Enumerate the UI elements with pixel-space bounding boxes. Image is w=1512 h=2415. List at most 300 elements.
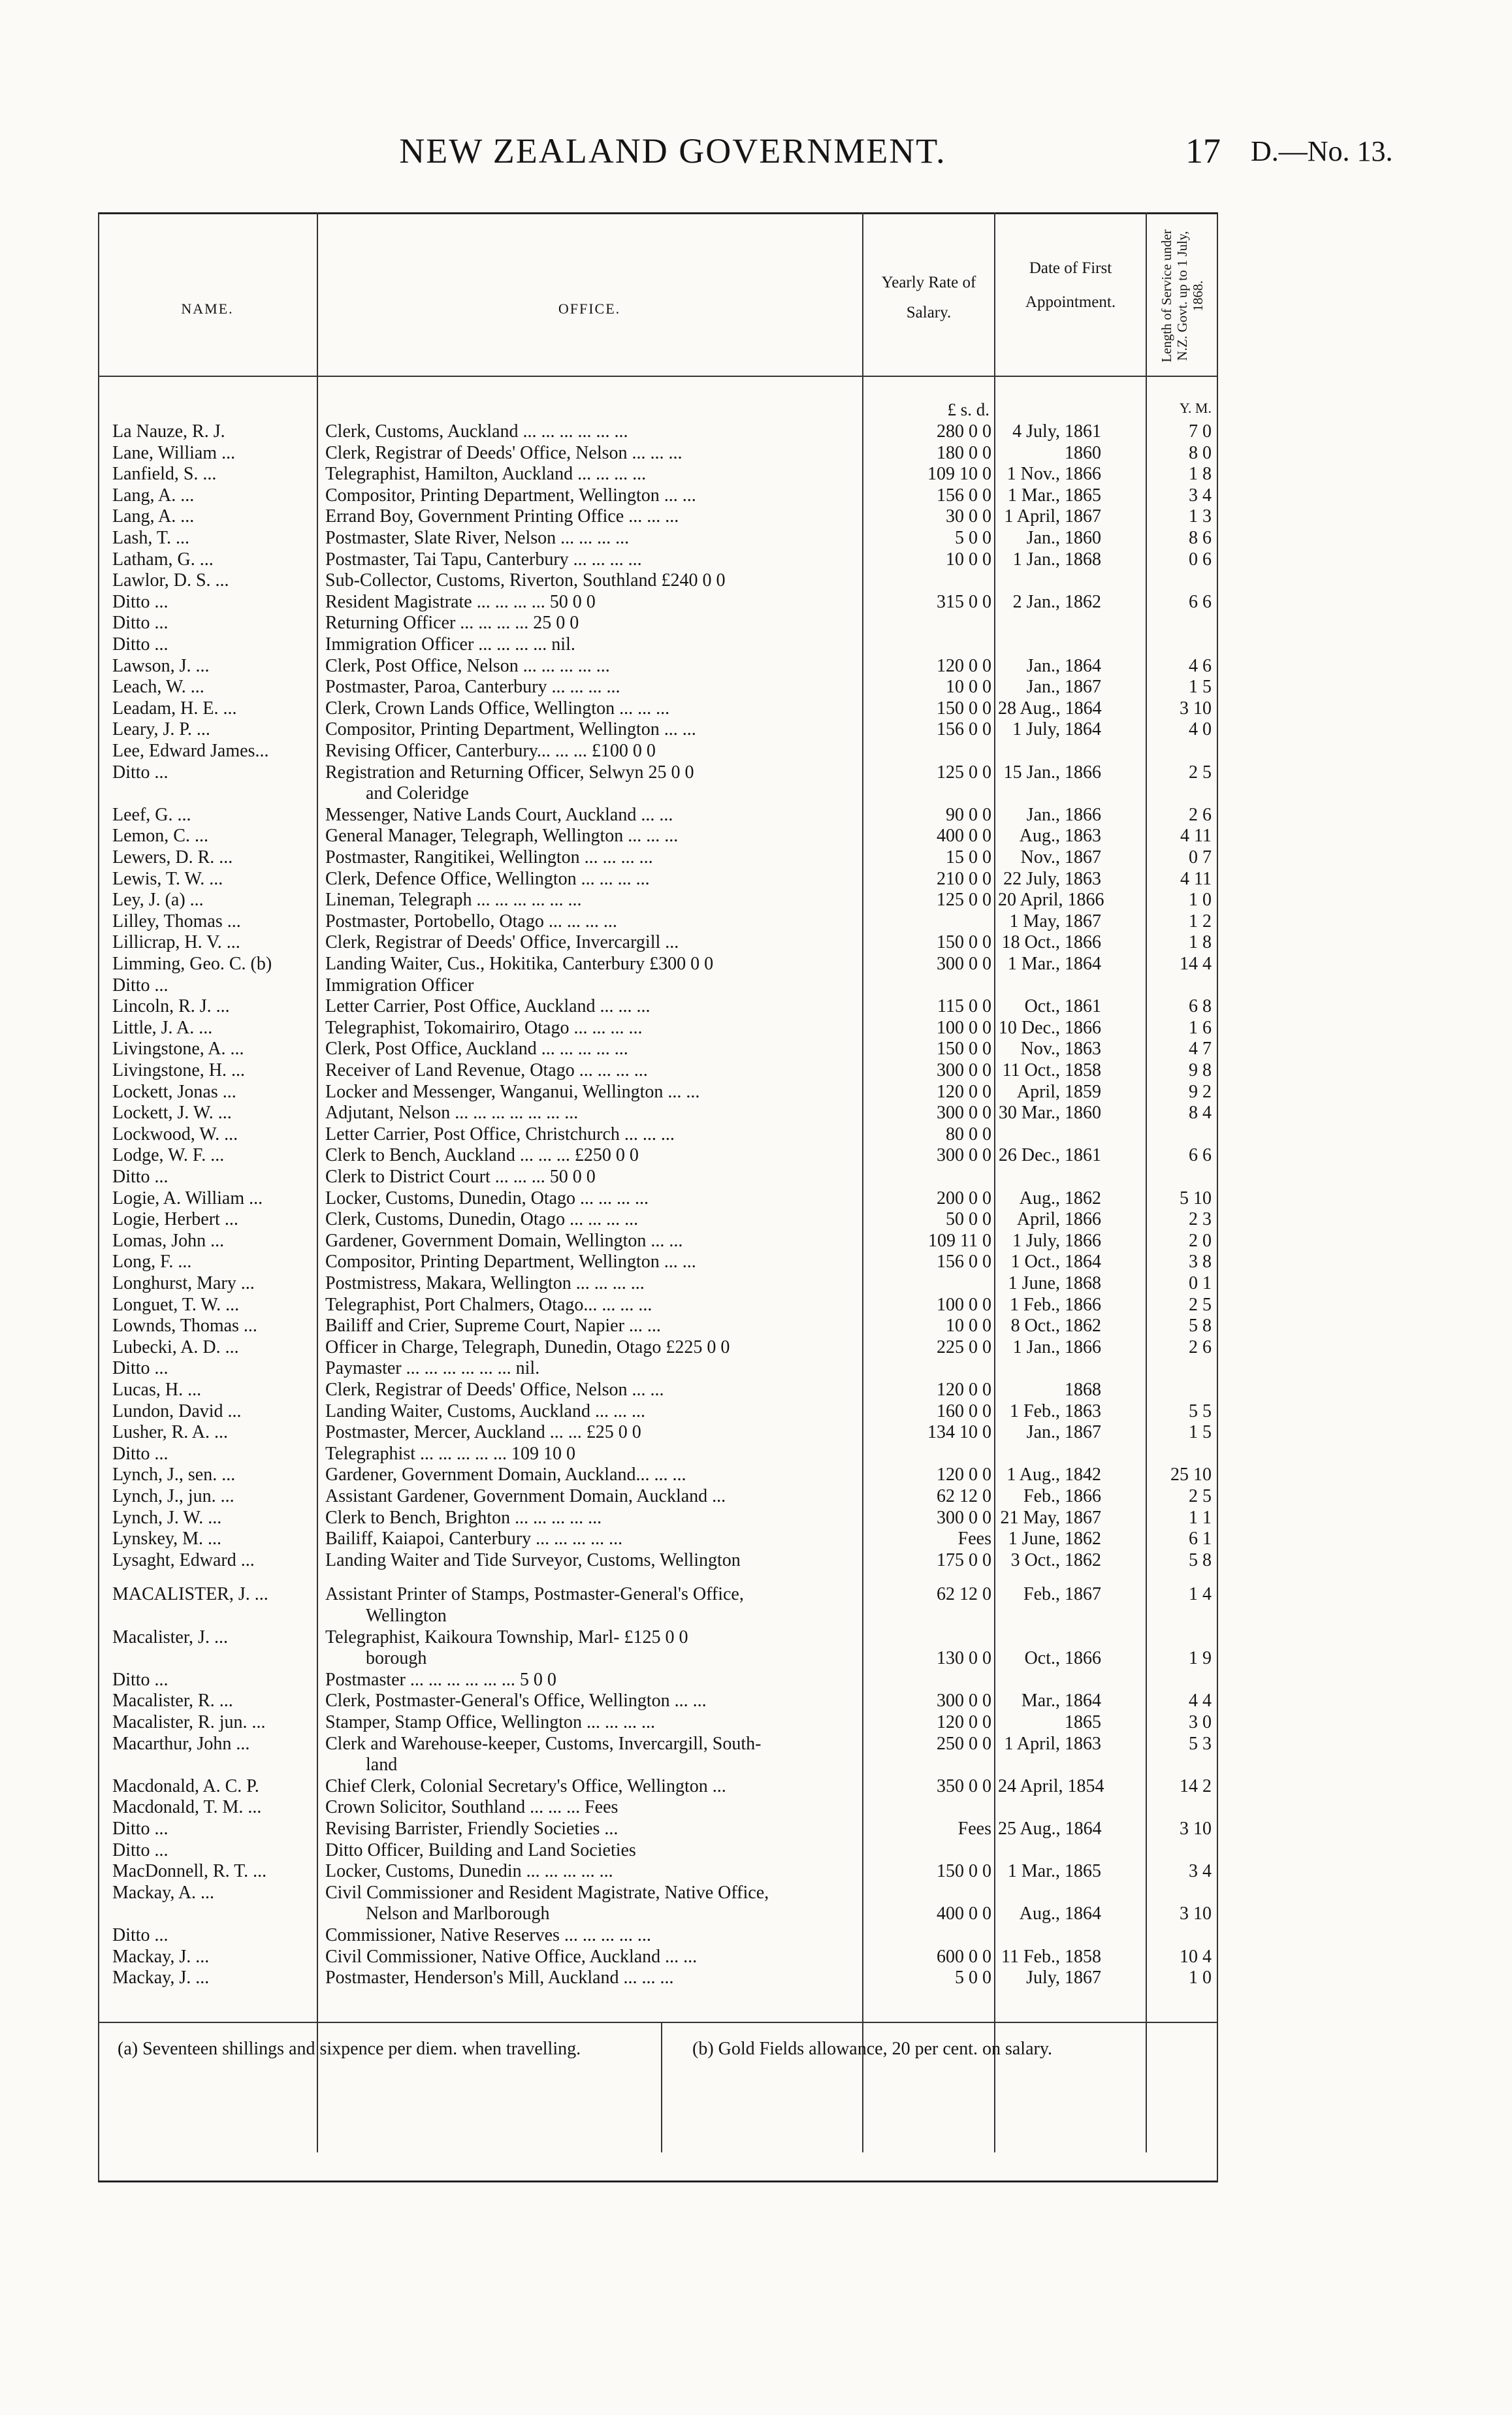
- row-salary: Fees: [957, 1529, 991, 1549]
- row-name: Ditto ...: [112, 634, 169, 655]
- row-salary: 62 12 0: [937, 1584, 991, 1605]
- row-date: Jan., 1866: [1026, 804, 1101, 825]
- row-salary: 115 0 0: [937, 996, 991, 1017]
- row-name: Limming, Geo. C. (b): [112, 954, 272, 974]
- row-office: land: [366, 1755, 398, 1775]
- row-name: Macdonald, A. C. P.: [112, 1775, 259, 1796]
- row-length: 3 4: [1189, 485, 1212, 506]
- row-length: 5 10: [1180, 1188, 1212, 1208]
- row-name: Lusher, R. A. ...: [112, 1422, 228, 1443]
- row-salary: 109 11 0: [928, 1230, 991, 1251]
- row-date: July, 1867: [1026, 1968, 1101, 1988]
- row-office: Lineman, Telegraph ... ... ... ... ... ...: [325, 890, 582, 911]
- row-salary: 150 0 0: [937, 1039, 991, 1060]
- page-header: [0, 131, 1512, 183]
- row-name: Logie, A. William ...: [112, 1188, 263, 1208]
- row-date: 11 Feb., 1858: [1001, 1946, 1101, 1967]
- row-office: Chief Clerk, Colonial Secretary's Office, Wellington ...: [325, 1775, 726, 1796]
- row-date: 1 Mar., 1865: [1007, 1861, 1101, 1882]
- row-length: 2 0: [1189, 1230, 1212, 1251]
- row-office: Landing Waiter and Tide Surveyor, Customs, Wellington: [325, 1549, 741, 1570]
- row-length: 1 8: [1189, 464, 1212, 485]
- row-length: 4 4: [1189, 1691, 1212, 1711]
- row-office: Clerk, Post Office, Nelson ... ... ... ... ...: [325, 655, 610, 676]
- row-salary: 400 0 0: [937, 1904, 991, 1924]
- row-office: Postmaster, Paroa, Canterbury ... ... ... ...: [325, 677, 620, 698]
- row-salary: 350 0 0: [937, 1775, 991, 1796]
- row-name: Longuet, T. W. ...: [112, 1294, 240, 1315]
- row-name: Lucas, H. ...: [112, 1380, 202, 1400]
- row-length: 0 1: [1189, 1273, 1212, 1293]
- row-name: Lynch, J., jun. ...: [112, 1486, 234, 1506]
- row-name: Lane, William ...: [112, 442, 236, 463]
- row-salary: 315 0 0: [937, 591, 991, 612]
- row-office: Postmaster ... ... ... ... ... ... 5 0 0: [325, 1669, 556, 1690]
- row-salary: 120 0 0: [937, 1465, 991, 1485]
- row-name: Ditto ...: [112, 613, 169, 634]
- row-date: Jan., 1867: [1026, 677, 1101, 698]
- row-length: 1 4: [1189, 1584, 1212, 1605]
- row-length: 8 0: [1189, 442, 1212, 463]
- row-date: 1 Oct., 1864: [1010, 1252, 1101, 1272]
- row-length: 2 5: [1189, 1486, 1212, 1506]
- row-length: 3 10: [1180, 1904, 1212, 1924]
- row-salary: 62 12 0: [937, 1486, 991, 1506]
- row-name: Lynch, J., sen. ...: [112, 1465, 236, 1485]
- column-header-name: NAME.: [181, 300, 234, 317]
- row-length: 14 4: [1180, 954, 1212, 974]
- row-length: 5 5: [1189, 1401, 1212, 1421]
- length-units: Y. M.: [1179, 400, 1212, 416]
- row-salary: 120 0 0: [937, 1380, 991, 1400]
- row-office: Revising Officer, Canterbury... ... ... £100 0 0: [325, 741, 656, 761]
- row-length: 2 5: [1189, 762, 1212, 783]
- row-length: 1 6: [1189, 1017, 1212, 1038]
- row-date: 3 Oct., 1862: [1010, 1549, 1101, 1570]
- row-name: Macalister, R. jun. ...: [112, 1712, 266, 1732]
- row-salary: 100 0 0: [937, 1294, 991, 1315]
- row-salary: 280 0 0: [937, 421, 991, 442]
- row-salary: 120 0 0: [937, 655, 991, 676]
- row-date: 1865: [1065, 1712, 1101, 1732]
- row-date: 1860: [1065, 442, 1101, 463]
- row-date: 21 May, 1867: [1000, 1507, 1101, 1528]
- row-name: La Nauze, R. J.: [112, 421, 225, 442]
- row-date: 1 June, 1868: [1008, 1273, 1101, 1293]
- row-office: Landing Waiter, Customs, Auckland ... ... ...: [325, 1401, 645, 1421]
- row-name: Macarthur, John ...: [112, 1733, 250, 1754]
- row-date: Feb., 1866: [1023, 1486, 1101, 1506]
- row-name: Ditto ...: [112, 591, 169, 612]
- row-salary: 100 0 0: [937, 1017, 991, 1038]
- row-date: Nov., 1863: [1020, 1039, 1101, 1060]
- row-name: Long, F. ...: [112, 1252, 192, 1272]
- row-date: Jan., 1864: [1026, 655, 1101, 676]
- row-salary: 160 0 0: [937, 1401, 991, 1421]
- row-date: 1 May, 1867: [1009, 911, 1101, 932]
- row-date: 1 July, 1866: [1012, 1230, 1101, 1251]
- row-date: 1 April, 1867: [1004, 506, 1101, 527]
- row-office: Letter Carrier, Post Office, Auckland ... ... ...: [325, 996, 651, 1017]
- row-name: Ditto ...: [112, 975, 169, 996]
- row-salary: 130 0 0: [937, 1648, 991, 1669]
- row-salary: 134 10 0: [927, 1422, 991, 1443]
- row-length: 4 7: [1189, 1039, 1212, 1060]
- row-date: 25 Aug., 1864: [998, 1819, 1102, 1839]
- row-name: Ditto ...: [112, 1925, 169, 1945]
- row-name: Mackay, A. ...: [112, 1882, 215, 1903]
- row-salary: 300 0 0: [937, 1507, 991, 1528]
- row-salary: 200 0 0: [937, 1188, 991, 1208]
- row-office: Clerk, Registrar of Deeds' Office, Nelson ... ...: [325, 1380, 664, 1400]
- row-name: Livingstone, H. ...: [112, 1060, 245, 1080]
- row-office: Postmaster, Rangitikei, Wellington ... ... ... ...: [325, 847, 653, 867]
- row-office: Telegraphist ... ... ... ... ... 109 10 0: [325, 1443, 575, 1464]
- row-office: Landing Waiter, Cus., Hokitika, Canterbury £300 0 0: [325, 954, 714, 974]
- row-length: 9 2: [1189, 1081, 1212, 1102]
- row-name: Lubecki, A. D. ...: [112, 1337, 239, 1357]
- row-date: 1 Feb., 1863: [1010, 1401, 1101, 1421]
- row-office: Wellington: [366, 1606, 447, 1626]
- row-date: 15 Jan., 1866: [1003, 762, 1101, 783]
- row-length: 3 10: [1180, 1819, 1212, 1839]
- row-office: Civil Commissioner, Native Office, Auckland ... ...: [325, 1946, 698, 1967]
- row-salary: 300 0 0: [937, 1060, 991, 1080]
- row-date: 26 Dec., 1861: [998, 1145, 1101, 1166]
- row-name: Lewers, D. R. ...: [112, 847, 233, 867]
- row-date: 18 Oct., 1866: [1001, 932, 1101, 953]
- row-name: Lownds, Thomas ...: [112, 1316, 257, 1337]
- row-date: Jan., 1860: [1026, 528, 1101, 548]
- column-divider: [1146, 212, 1147, 2152]
- row-office: Civil Commissioner and Resident Magistrate, Native Office,: [325, 1882, 769, 1903]
- row-date: 1 Nov., 1866: [1006, 464, 1101, 485]
- column-divider: [994, 212, 995, 2152]
- row-office: Revising Barrister, Friendly Societies ...: [325, 1819, 619, 1839]
- row-salary: Fees: [957, 1819, 991, 1839]
- row-length: 1 3: [1189, 506, 1212, 527]
- row-office: Stamper, Stamp Office, Wellington ... ... ... ...: [325, 1712, 655, 1732]
- row-date: 4 July, 1861: [1012, 421, 1101, 442]
- row-salary: 150 0 0: [937, 1861, 991, 1882]
- row-length: 3 10: [1180, 698, 1212, 719]
- row-salary: 300 0 0: [937, 954, 991, 974]
- row-salary: 90 0 0: [946, 804, 991, 825]
- row-office: Crown Solicitor, Southland ... ... ... Fees: [325, 1797, 619, 1818]
- row-office: Officer in Charge, Telegraph, Dunedin, Otago £225 0 0: [325, 1337, 730, 1357]
- row-salary: 175 0 0: [937, 1549, 991, 1570]
- row-office: borough: [366, 1648, 427, 1669]
- row-salary: 210 0 0: [937, 868, 991, 889]
- page-title: NEW ZEALAND GOVERNMENT.: [399, 131, 946, 170]
- row-date: April, 1859: [1016, 1081, 1101, 1102]
- row-salary: 109 10 0: [927, 464, 991, 485]
- row-length: 4 11: [1180, 868, 1212, 889]
- row-salary: 156 0 0: [937, 485, 991, 506]
- row-office: Postmaster, Henderson's Mill, Auckland ... ... ...: [325, 1968, 674, 1988]
- row-length: 6 1: [1189, 1529, 1212, 1549]
- row-length: 5 3: [1189, 1733, 1212, 1754]
- row-length: 3 4: [1189, 1861, 1212, 1882]
- row-length: 1 9: [1189, 1648, 1212, 1669]
- row-office: Clerk, Registrar of Deeds' Office, Nelson ... ... ...: [325, 442, 683, 463]
- row-office: Commissioner, Native Reserves ... ... ... ... ...: [325, 1925, 651, 1945]
- row-date: 1 Mar., 1865: [1007, 485, 1101, 506]
- row-name: Leef, G. ...: [112, 804, 191, 825]
- row-name: Ditto ...: [112, 1443, 169, 1464]
- row-office: Assistant Gardener, Government Domain, Auckland ...: [325, 1486, 726, 1506]
- row-name: Lillicrap, H. V. ...: [112, 932, 240, 953]
- row-salary: 120 0 0: [937, 1712, 991, 1732]
- row-length: 6 6: [1189, 1145, 1212, 1166]
- row-office: Clerk, Customs, Dunedin, Otago ... ... ... ...: [325, 1209, 639, 1230]
- row-office: Clerk, Defence Office, Wellington ... ... ... ...: [325, 868, 650, 889]
- row-name: Lang, A. ...: [112, 485, 195, 506]
- row-office: Messenger, Native Lands Court, Auckland ... ...: [325, 804, 673, 825]
- row-salary: 10 0 0: [946, 1316, 991, 1337]
- row-office: Errand Boy, Government Printing Office ... ... ...: [325, 506, 679, 527]
- row-date: Jan., 1867: [1026, 1422, 1101, 1443]
- row-salary: 225 0 0: [937, 1337, 991, 1357]
- row-office: Resident Magistrate ... ... ... ... 50 0 0: [325, 591, 596, 612]
- row-date: Aug., 1862: [1019, 1188, 1101, 1208]
- row-name: Ditto ...: [112, 1167, 169, 1187]
- row-length: 4 6: [1189, 655, 1212, 676]
- row-office: Telegraphist, Kaikoura Township, Marl- £125 0 0: [325, 1627, 688, 1647]
- row-office: Postmaster, Portobello, Otago ... ... ... ...: [325, 911, 617, 932]
- row-office: Bailiff and Crier, Supreme Court, Napier ... ...: [325, 1316, 661, 1337]
- row-name: Lockett, Jonas ...: [112, 1081, 236, 1102]
- row-office: Telegraphist, Port Chalmers, Otago... ... ... ...: [325, 1294, 652, 1315]
- row-office: Nelson and Marlborough: [366, 1904, 550, 1924]
- footnote-b: (b) Gold Fields allowance, 20 per cent. on salary.: [692, 2039, 1053, 2059]
- row-name: Lash, T. ...: [112, 528, 189, 548]
- row-name: MacDonnell, R. T. ...: [112, 1861, 267, 1882]
- row-date: 10 Dec., 1866: [998, 1017, 1101, 1038]
- row-length: 6 8: [1189, 996, 1212, 1017]
- column-divider: [862, 212, 863, 2152]
- row-salary: 80 0 0: [946, 1124, 991, 1144]
- row-length: 1 1: [1189, 1507, 1212, 1528]
- row-office: Sub-Collector, Customs, Riverton, Southland £240 0 0: [325, 570, 726, 591]
- row-office: Gardener, Government Domain, Auckland... ... ...: [325, 1465, 686, 1485]
- row-length: 2 3: [1189, 1209, 1212, 1230]
- row-length: 1 0: [1189, 890, 1212, 911]
- row-salary: 15 0 0: [946, 847, 991, 867]
- row-name: Lodge, W. F. ...: [112, 1145, 225, 1166]
- row-length: 6 6: [1189, 591, 1212, 612]
- row-length: 4 0: [1189, 719, 1212, 740]
- row-name: Mackay, J. ...: [112, 1968, 210, 1988]
- row-date: 1 Jan., 1868: [1012, 549, 1101, 570]
- row-office: Clerk to Bench, Auckland ... ... ... £250 0 0: [325, 1145, 639, 1166]
- row-salary: 125 0 0: [937, 890, 991, 911]
- row-length: 14 2: [1180, 1775, 1212, 1796]
- row-office: Assistant Printer of Stamps, Postmaster-General's Office,: [325, 1584, 744, 1605]
- row-salary: 250 0 0: [937, 1733, 991, 1754]
- row-name: Macdonald, T. M. ...: [112, 1797, 262, 1818]
- row-office: Bailiff, Kaiapoi, Canterbury ... ... ... ... ...: [325, 1529, 623, 1549]
- row-office: Immigration Officer ... ... ... ... nil.: [325, 634, 575, 655]
- row-salary: 50 0 0: [946, 1209, 991, 1230]
- row-length: 1 2: [1189, 911, 1212, 932]
- row-date: 1 June, 1862: [1008, 1529, 1101, 1549]
- row-name: Little, J. A. ...: [112, 1017, 213, 1038]
- row-office: Clerk to District Court ... ... ... 50 0 0: [325, 1167, 596, 1187]
- row-name: Lilley, Thomas ...: [112, 911, 241, 932]
- row-name: Macalister, R. ...: [112, 1691, 233, 1711]
- row-length: 1 5: [1189, 677, 1212, 698]
- row-office: Compositor, Printing Department, Wellington ... ...: [325, 719, 696, 740]
- row-name: Lang, A. ...: [112, 506, 195, 527]
- row-name: Livingstone, A. ...: [112, 1039, 244, 1060]
- row-name: Lockett, J. W. ...: [112, 1103, 232, 1124]
- column-header-length-text: Length of Service under N.Z. Govt. up to 1 July, 1868.: [1158, 229, 1206, 363]
- row-length: 1 5: [1189, 1422, 1212, 1443]
- row-date: 1 Jan., 1866: [1012, 1337, 1101, 1357]
- row-name: Leary, J. P. ...: [112, 719, 210, 740]
- row-date: 1868: [1065, 1380, 1101, 1400]
- row-name: Lundon, David ...: [112, 1401, 242, 1421]
- row-salary: 120 0 0: [937, 1081, 991, 1102]
- row-length: 1 8: [1189, 932, 1212, 953]
- row-date: 8 Oct., 1862: [1010, 1316, 1101, 1337]
- row-name: Longhurst, Mary ...: [112, 1273, 255, 1293]
- page-number: 17: [1185, 131, 1221, 170]
- row-office: Postmaster, Tai Tapu, Canterbury ... ... ... ...: [325, 549, 642, 570]
- row-date: Oct., 1861: [1024, 996, 1101, 1017]
- row-length: 5 8: [1189, 1549, 1212, 1570]
- row-salary: 125 0 0: [937, 762, 991, 783]
- row-name: Ditto ...: [112, 1358, 169, 1379]
- row-name: Lockwood, W. ...: [112, 1124, 238, 1144]
- row-office: Clerk, Post Office, Auckland ... ... ... ... ...: [325, 1039, 628, 1060]
- row-salary: 150 0 0: [937, 698, 991, 719]
- row-length: 25 10: [1170, 1465, 1212, 1485]
- row-office: Compositor, Printing Department, Wellington ... ...: [325, 485, 696, 506]
- row-name: Leach, W. ...: [112, 677, 204, 698]
- row-name: Mackay, J. ...: [112, 1946, 210, 1967]
- column-header-length: [1147, 219, 1217, 372]
- row-salary: 600 0 0: [937, 1946, 991, 1967]
- row-name: Lysaght, Edward ...: [112, 1549, 255, 1570]
- row-length: 7 0: [1189, 421, 1212, 442]
- row-office: Locker and Messenger, Wanganui, Wellington ... ...: [325, 1081, 700, 1102]
- row-office: Clerk, Customs, Auckland ... ... ... ... ... ...: [325, 421, 628, 442]
- row-length: 9 8: [1189, 1060, 1212, 1080]
- row-name: Ditto ...: [112, 1840, 169, 1860]
- row-name: Lawson, J. ...: [112, 655, 210, 676]
- row-office: Postmistress, Makara, Wellington ... ... ... ...: [325, 1273, 645, 1293]
- row-date: Feb., 1867: [1023, 1584, 1101, 1605]
- row-salary: 156 0 0: [937, 1252, 991, 1272]
- row-office: Ditto Officer, Building and Land Societies: [325, 1840, 636, 1860]
- row-office: Postmaster, Mercer, Auckland ... ... £25 0 0: [325, 1422, 641, 1443]
- column-header-date: Date of First Appointment.: [1025, 259, 1116, 311]
- row-salary: 180 0 0: [937, 442, 991, 463]
- row-date: 30 Mar., 1860: [998, 1103, 1101, 1124]
- row-salary: 400 0 0: [937, 826, 991, 847]
- row-date: Aug., 1864: [1019, 1904, 1101, 1924]
- row-name: Latham, G. ...: [112, 549, 214, 570]
- row-length: 0 7: [1189, 847, 1212, 867]
- row-name: Ditto ...: [112, 1669, 169, 1690]
- row-date: Mar., 1864: [1021, 1691, 1101, 1711]
- row-date: 22 July, 1863: [1003, 868, 1101, 889]
- footnote-a: (a) Seventeen shillings and sixpence per diem. when travelling.: [118, 2039, 581, 2059]
- row-salary: 300 0 0: [937, 1691, 991, 1711]
- row-name: Leadam, H. E. ...: [112, 698, 237, 719]
- row-date: Aug., 1863: [1019, 826, 1101, 847]
- row-salary: 5 0 0: [955, 1968, 991, 1988]
- row-date: 1 April, 1863: [1004, 1733, 1101, 1754]
- row-date: Oct., 1866: [1024, 1648, 1101, 1669]
- row-name: Lewis, T. W. ...: [112, 868, 223, 889]
- row-office: Clerk, Registrar of Deeds' Office, Invercargill ...: [325, 932, 679, 953]
- row-length: 2 5: [1189, 1294, 1212, 1315]
- row-office: Clerk, Postmaster-General's Office, Wellington ... ...: [325, 1691, 707, 1711]
- row-office: Locker, Customs, Dunedin, Otago ... ... ... ...: [325, 1188, 649, 1208]
- row-office: Compositor, Printing Department, Wellington ... ...: [325, 1252, 696, 1272]
- footnote-divider: [98, 2022, 1218, 2023]
- row-salary: 5 0 0: [955, 528, 991, 548]
- row-salary: 150 0 0: [937, 932, 991, 953]
- row-length: 0 6: [1189, 549, 1212, 570]
- row-name: Lanfield, S. ...: [112, 464, 217, 485]
- header-divider: [98, 376, 1218, 377]
- row-length: 2 6: [1189, 804, 1212, 825]
- row-name: Lynskey, M. ...: [112, 1529, 221, 1549]
- footnote-column-divider: [661, 2022, 662, 2152]
- row-length: 3 8: [1189, 1252, 1212, 1272]
- row-name: Ditto ...: [112, 1819, 169, 1839]
- row-name: Lee, Edward James...: [112, 741, 269, 761]
- row-office: Paymaster ... ... ... ... ... ... nil.: [325, 1358, 540, 1379]
- row-office: Receiver of Land Revenue, Otago ... ... ... ...: [325, 1060, 648, 1080]
- row-office: Letter Carrier, Post Office, Christchurch ... ... ...: [325, 1124, 675, 1144]
- row-name: Ditto ...: [112, 762, 169, 783]
- row-date: 1 July, 1864: [1012, 719, 1101, 740]
- row-length: 8 4: [1189, 1103, 1212, 1124]
- row-office: Telegraphist, Tokomairiro, Otago ... ... ... ...: [325, 1017, 643, 1038]
- row-date: 1 Aug., 1842: [1006, 1465, 1101, 1485]
- row-length: 2 6: [1189, 1337, 1212, 1357]
- row-date: 1 Feb., 1866: [1010, 1294, 1101, 1315]
- row-name: Ley, J. (a) ...: [112, 890, 204, 911]
- row-salary: 10 0 0: [946, 549, 991, 570]
- row-length: 5 8: [1189, 1316, 1212, 1337]
- row-name: Macalister, J. ...: [112, 1627, 228, 1647]
- row-name: MACALISTER, J. ...: [112, 1584, 268, 1605]
- row-office: Clerk and Warehouse-keeper, Customs, Invercargill, South-: [325, 1733, 762, 1754]
- row-office: General Manager, Telegraph, Wellington ... ... ...: [325, 826, 679, 847]
- row-office: Clerk to Bench, Brighton ... ... ... ... ...: [325, 1507, 602, 1528]
- row-date: 1 Mar., 1864: [1007, 954, 1101, 974]
- row-office: Gardener, Government Domain, Wellington ... ...: [325, 1230, 683, 1251]
- row-office: Adjutant, Nelson ... ... ... ... ... ... ...: [325, 1103, 579, 1124]
- row-office: Telegraphist, Hamilton, Auckland ... ... ... ...: [325, 464, 647, 485]
- row-office: Locker, Customs, Dunedin ... ... ... ... ...: [325, 1861, 613, 1882]
- row-office: Immigration Officer: [325, 975, 474, 996]
- row-name: Logie, Herbert ...: [112, 1209, 238, 1230]
- row-office: Postmaster, Slate River, Nelson ... ... ... ...: [325, 528, 630, 548]
- row-office: Clerk, Crown Lands Office, Wellington ... ... ...: [325, 698, 670, 719]
- row-date: April, 1866: [1016, 1209, 1101, 1230]
- row-date: 24 April, 1854: [998, 1775, 1104, 1796]
- row-salary: 10 0 0: [946, 677, 991, 698]
- row-salary: 300 0 0: [937, 1145, 991, 1166]
- row-name: Lawlor, D. S. ...: [112, 570, 229, 591]
